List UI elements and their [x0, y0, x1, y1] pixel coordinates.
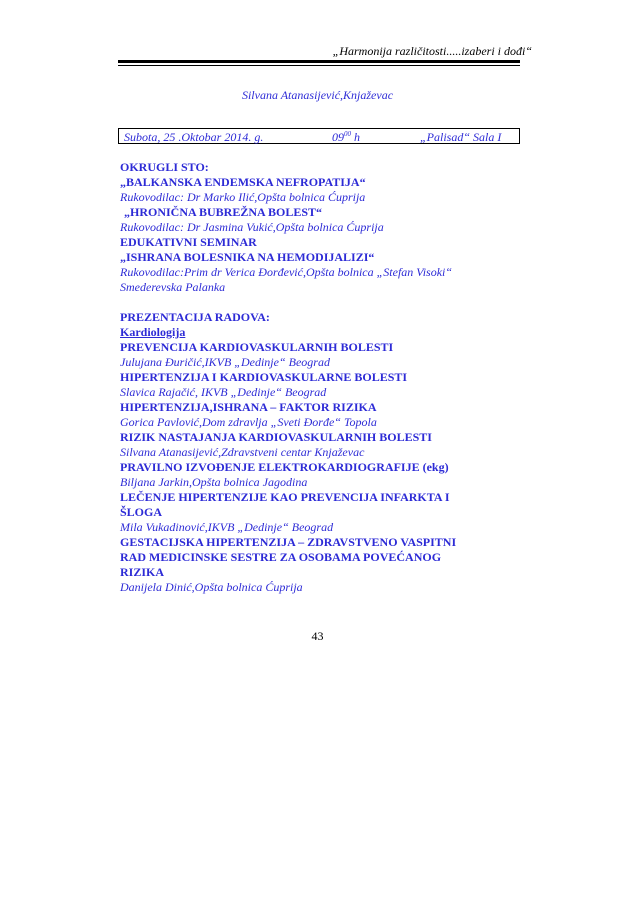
- seminar-label: EDUKATIVNI SEMINAR: [120, 235, 257, 249]
- session-info-box: [118, 128, 520, 144]
- seminar-leader: Rukovodilac:Prim dr Verica Đorđević,Opšta bolnica „Stefan Visoki“: [120, 265, 453, 279]
- session-location: „Palisad“ Sala I: [420, 130, 502, 144]
- presentation-title-cont: RAD MEDICINSKE SESTRE ZA OSOBAMA POVEĆANOG: [120, 550, 442, 564]
- presentation-author: Gorica Pavlović,Dom zdravlja „Sveti Đorđe“ Topola: [120, 415, 377, 429]
- round-table-leader: Rukovodilac: Dr Marko Ilić,Opšta bolnica Ćuprija: [120, 190, 366, 204]
- round-table-topic: „HRONIČNA BUBREŽNA BOLEST“: [124, 205, 323, 219]
- round-table-topic: „BALKANSKA ENDEMSKA NEFROPATIJA“: [120, 175, 366, 189]
- author-line: Silvana Atanasijević,Knjaževac: [241, 88, 394, 102]
- presentation-author: Danijela Dinić,Opšta bolnica Ćuprija: [120, 580, 303, 594]
- presentation-author: Mila Vukadinović,IKVB „Dedinje“ Beograd: [120, 520, 334, 534]
- header-rule-thick: [118, 60, 520, 63]
- presentation-title: PRAVILNO IZVOĐENJE ELEKTROKARDIOGRAFIJE (ekg): [120, 460, 449, 474]
- presentation-title: HIPERTENZIJA,ISHRANA – FAKTOR RIZIKA: [120, 400, 377, 414]
- round-table-label: OKRUGLI STO:: [120, 160, 209, 174]
- presentation-title: GESTACIJSKA HIPERTENZIJA – ZDRAVSTVENO VASPITNI: [120, 535, 457, 549]
- page-number: 43: [311, 629, 324, 643]
- presentation-author: Silvana Atanasijević,Zdravstveni centar Knjaževac: [120, 445, 365, 459]
- presentation-author: Slavica Rajačić, IKVB „Dedinje“ Beograd: [120, 385, 327, 399]
- presentation-author: Biljana Jarkin,Opšta bolnica Jagodina: [120, 475, 308, 489]
- presentation-title: HIPERTENZIJA I KARDIOVASKULARNE BOLESTI: [120, 370, 408, 384]
- program-content: [120, 160, 520, 595]
- round-table-leader: Rukovodilac: Dr Jasmina Vukić,Opšta bolnica Ćuprija: [120, 220, 384, 234]
- section-heading: Kardiologija: [120, 325, 186, 339]
- header-rule-thin: [118, 65, 520, 66]
- presentation-title-cont: RIZIKA: [120, 565, 165, 579]
- seminar-topic: „ISHRANA BOLESNIKA NA HEMODIJALIZI“: [120, 250, 375, 264]
- presentations-label: PREZENTACIJA RADOVA:: [120, 310, 270, 324]
- session-time: $09^{00}$ h: [332, 130, 360, 144]
- presentation-title: PREVENCIJA KARDIOVASKULARNIH BOLESTI: [120, 340, 394, 354]
- presentation-title: LEČENJE HIPERTENZIJE KAO PREVENCIJA INFARKTA I: [120, 490, 450, 504]
- seminar-leader-cont: Smederevska Palanka: [120, 280, 226, 294]
- session-date: Subota, 25 .Oktobar 2014. g.: [124, 130, 264, 144]
- presentation-title: RIZIK NASTAJANJA KARDIOVASKULARNIH BOLESTI: [120, 430, 432, 444]
- presentation-author: Julujana Đuričić,IKVB „Dedinje“ Beograd: [120, 355, 330, 369]
- running-header: „Harmonija različitosti.....izaberi i dođi“: [332, 44, 532, 58]
- presentation-title-cont: ŠLOGA: [120, 505, 163, 519]
